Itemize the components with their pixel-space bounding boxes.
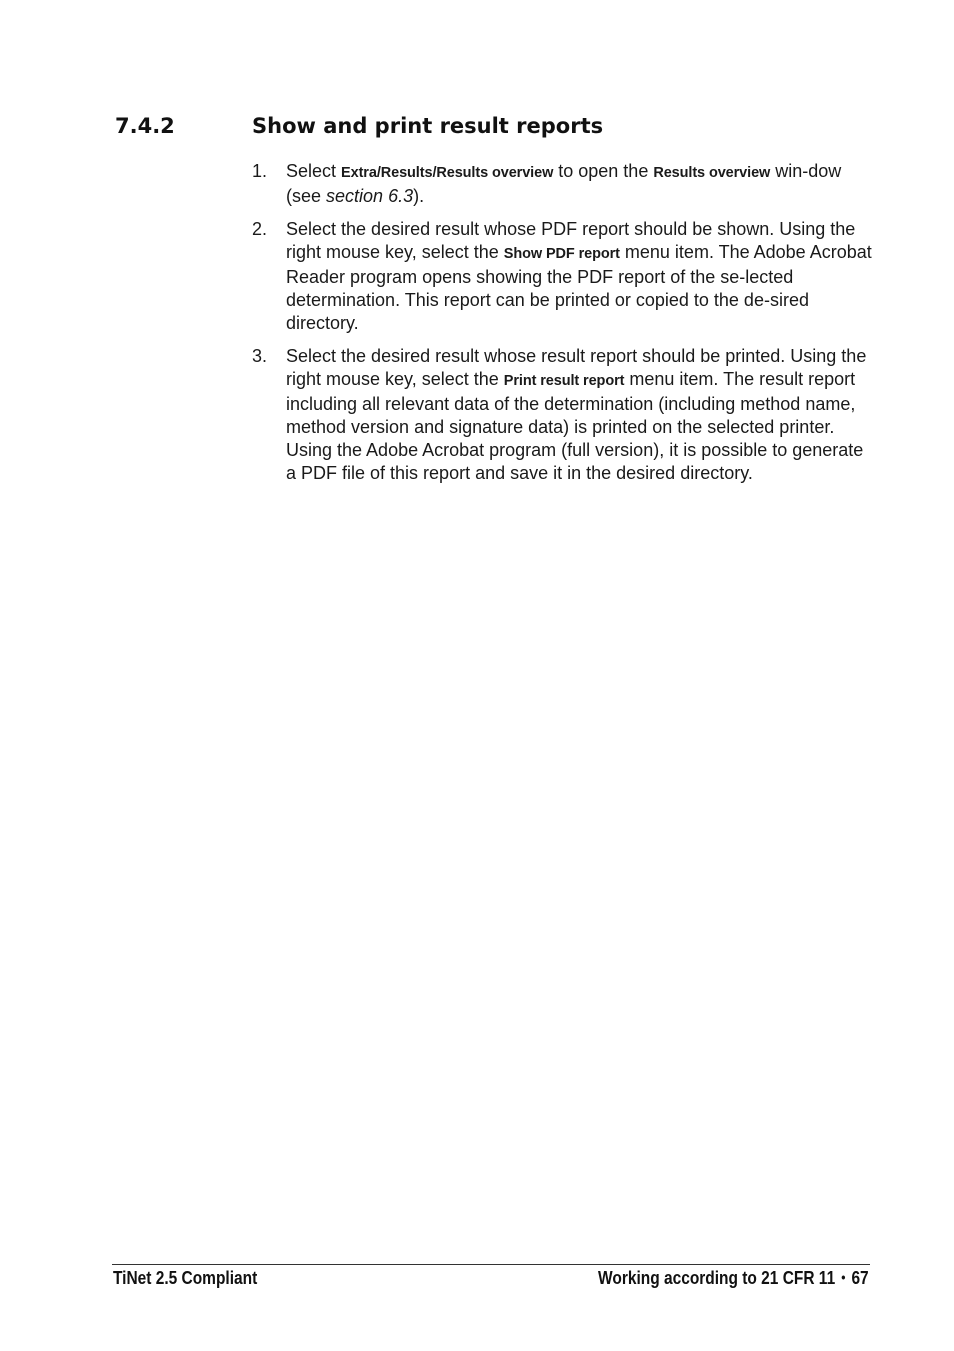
- section-reference: section 6.3: [326, 186, 414, 206]
- step-text-run: Select: [286, 161, 342, 181]
- step-item-2: [252, 218, 872, 335]
- step-text-run: Select the desired result whose PDF report should be shown. Using the right mouse key, select the: [286, 219, 856, 262]
- step-text-run: menu item. The result report including all relevant data of the determination (including method name, method version and signature data) is printed on the selected printer. Using the Adobe Acrobat program (full version), it is possible to generate a PDF file of this report and save it in the desired directory.: [286, 369, 864, 483]
- step-text-run: Select the desired result whose result report should be printed. Using the right mouse key, select the: [286, 346, 867, 389]
- steps-list: [252, 160, 872, 495]
- menu-results-overview: Results overview: [436, 165, 554, 181]
- step-number: 3.: [252, 346, 268, 366]
- step-number: 2.: [252, 219, 268, 239]
- step-text: [286, 346, 866, 483]
- step-item-3: [252, 345, 872, 485]
- step-text-run: ).: [413, 186, 425, 206]
- step-text-run: win-dow (see: [286, 161, 842, 206]
- footer-divider: [112, 1264, 870, 1265]
- step-text: [286, 161, 841, 206]
- step-text-run: to open the: [553, 161, 654, 181]
- footer-page-info: [598, 1268, 869, 1289]
- page-number: 67: [851, 1268, 869, 1288]
- menu-separator: /: [376, 165, 381, 181]
- section-title: Show and print result reports: [252, 114, 604, 138]
- footer-chapter: Working according to 21 CFR 11: [598, 1268, 836, 1288]
- menu-extra: Extra: [341, 165, 377, 181]
- menu-separator: /: [432, 165, 437, 181]
- footer-separator: •: [841, 1269, 846, 1285]
- section-number: 7.4.2: [115, 114, 175, 138]
- footer-product: TiNet 2.5 Compliant: [113, 1268, 258, 1288]
- menu-results: Results: [380, 165, 433, 181]
- step-item-1: [252, 160, 872, 208]
- window-results-overview: Results overview: [653, 165, 771, 181]
- step-text: [286, 219, 872, 333]
- step-number: 1.: [252, 161, 268, 181]
- menu-item-show-pdf-report: Show PDF report: [503, 246, 620, 262]
- menu-item-print-result-report: Print result report: [503, 373, 625, 389]
- section-heading: [115, 114, 875, 144]
- step-text-run: menu item. The Adobe Acrobat Reader program opens showing the PDF report of the se-lected determination. This report can be printed or copied to the de-sired directory.: [286, 242, 872, 333]
